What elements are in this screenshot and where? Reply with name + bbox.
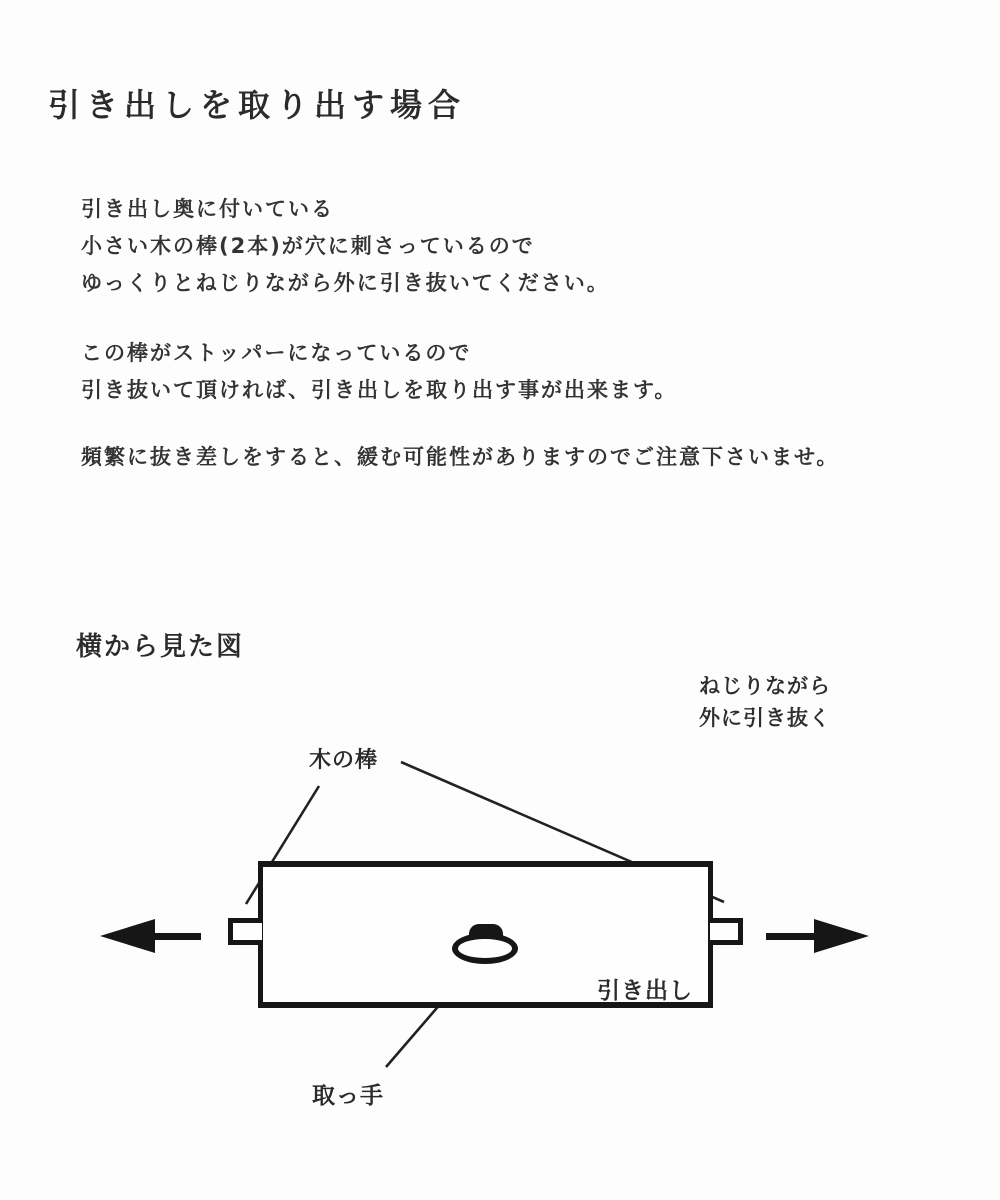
label-wood-stick: 木の棒	[309, 748, 379, 773]
paragraph-line: 小さい木の棒(2本)が穴に刺さっているので	[81, 234, 535, 258]
paragraph-line: ゆっくりとねじりながら外に引き抜いてください。	[81, 271, 610, 295]
arrow-left-icon	[152, 933, 201, 940]
arrow-left-head-icon	[100, 919, 155, 953]
arrow-right-icon	[766, 933, 816, 940]
paragraph-line: 引き抜いて頂ければ、引き出しを取り出す事が出来ます。	[81, 378, 678, 402]
paragraph-line: 頻繁に抜き差しをすると、緩む可能性がありますのでご注意下さいませ。	[81, 445, 840, 469]
section-heading-side-view: 横から見た図	[76, 632, 245, 662]
handle-ring-shape	[452, 933, 518, 964]
label-handle: 取っ手	[312, 1083, 384, 1109]
paragraph-stick-explanation	[81, 191, 610, 302]
paragraph-caution	[81, 439, 839, 476]
page-title: 引き出しを取り出す場合	[48, 86, 467, 124]
label-drawer: 引き出し	[597, 978, 693, 1004]
wood-stick-left-shape	[228, 918, 262, 945]
paragraph-line: 引き出し奥に付いている	[81, 197, 334, 221]
twist-note-line: ねじりながら	[699, 674, 831, 698]
paragraph-line: この棒がストッパーになっているので	[81, 341, 472, 365]
wood-stick-right-shape	[710, 918, 743, 945]
arrow-right-head-icon	[814, 919, 869, 953]
twist-instruction-note	[699, 670, 831, 734]
paragraph-stopper-explanation	[81, 335, 677, 409]
twist-note-line: 外に引き抜く	[699, 706, 831, 730]
